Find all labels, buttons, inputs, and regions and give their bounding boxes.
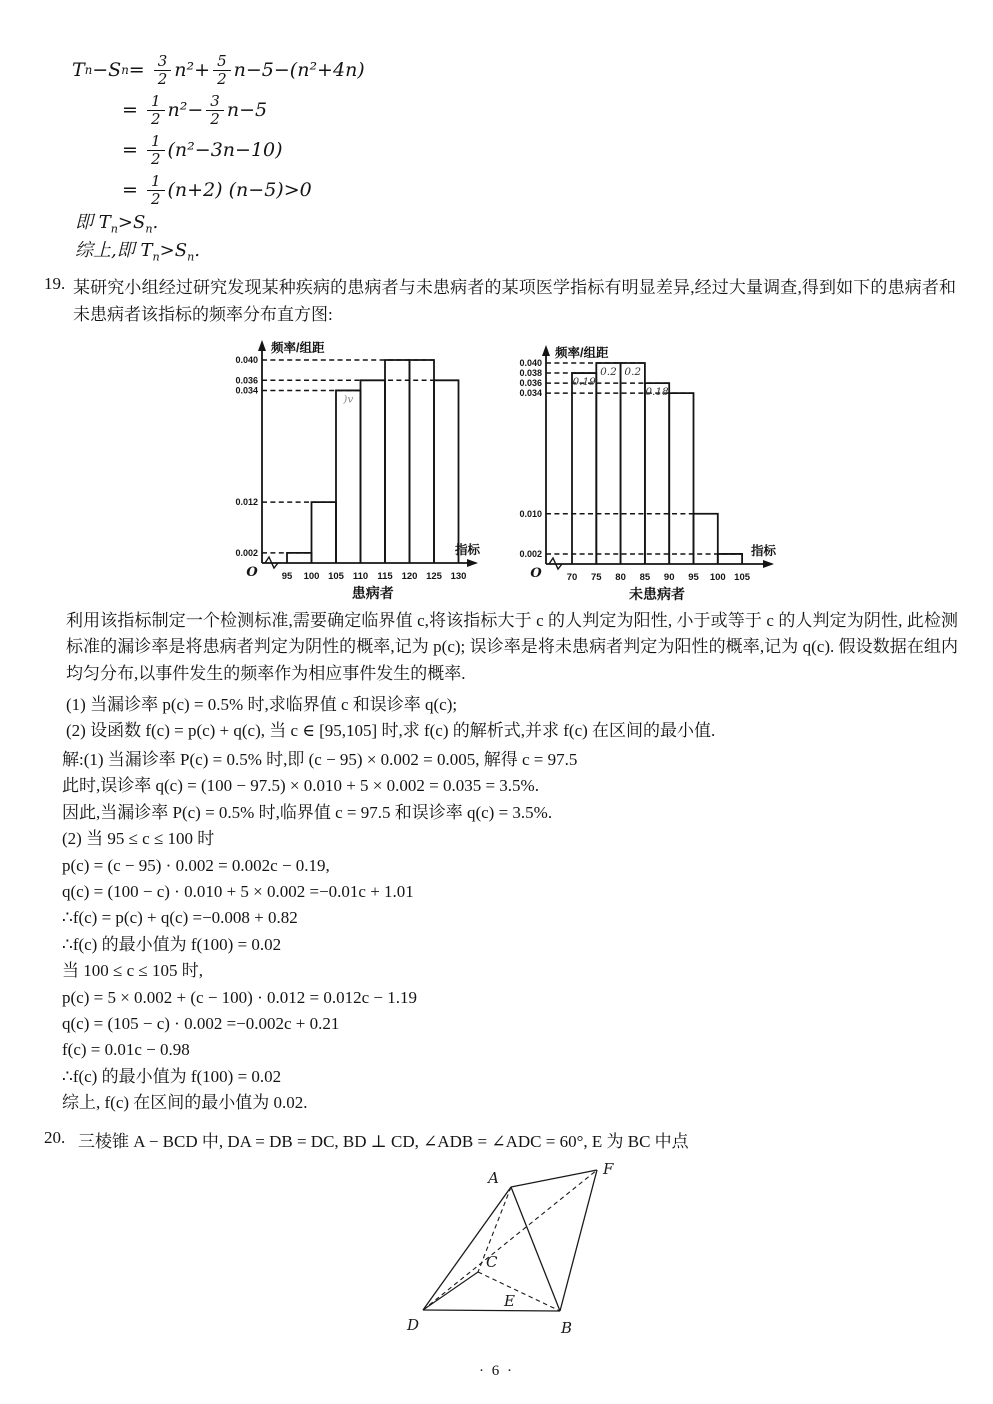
svg-text:115: 115 (377, 571, 393, 582)
solution-line: ∴f(c) = p(c) + q(c) =−0.008 + 0.82 (62, 908, 298, 928)
solution-line: f(c) = 0.01c − 0.98 (62, 1040, 190, 1060)
tetrahedron-figure (395, 1160, 635, 1355)
equation-derivation (72, 50, 365, 210)
svg-text:0.040: 0.040 (519, 358, 542, 368)
fraction: $\frac{1}{2}$ (147, 173, 165, 208)
svg-text:0.18: 0.18 (645, 386, 669, 399)
final-conclusion-line: 综上,即 $T_n>S_n$. (75, 240, 200, 264)
equation-line-4: = $\frac{1}{2}$ (n+2) (n−5)>0 (122, 171, 312, 208)
svg-text:120: 120 (401, 571, 418, 582)
svg-text:110: 110 (352, 571, 369, 582)
fraction: $\frac{1}{2}$ (147, 93, 165, 128)
problem-20-number: 20. (44, 1128, 66, 1147)
fraction: $\frac{3}{2}$ (206, 93, 224, 128)
edge-DA (423, 1187, 511, 1310)
svg-text:125: 125 (426, 571, 442, 582)
solution-line: ∴f(c) 的最小值为 f(100) = 0.02 (62, 1066, 282, 1086)
solution-line: q(c) = (105 − c) · 0.002 =−0.002c + 0.21 (62, 1013, 340, 1033)
svg-text:)v: )v (343, 393, 354, 406)
edge-AF (511, 1170, 597, 1187)
histogram-non-patients (518, 337, 780, 610)
solution-line: ∴f(c) 的最小值为 f(100) = 0.02 (62, 934, 282, 954)
problem-20 (44, 1128, 956, 1155)
svg-text:75: 75 (591, 572, 602, 583)
svg-text:85: 85 (639, 572, 651, 583)
svg-text:0.012: 0.012 (235, 497, 258, 508)
equation-line-3: = $\frac{1}{2}$ (n²−3n−10) (122, 131, 283, 168)
equation-line-1: T n −S n = $\frac{3}{2}$ n²+ $\frac{5}{2}$ n−5−(n²+4n) (72, 51, 365, 88)
svg-text:频率/组距: 频率/组距 (555, 346, 609, 360)
edge-CB-dashed (478, 1272, 560, 1311)
vertex-label-D: D (407, 1316, 420, 1334)
histogram-patients (228, 337, 484, 610)
solution-line: p(c) = (c − 95) · 0.002 = 0.002c − 0.19, (62, 855, 330, 875)
svg-text:90: 90 (663, 572, 675, 583)
svg-text:0.034: 0.034 (235, 385, 258, 396)
fraction: $\frac{1}{2}$ (147, 133, 165, 168)
solution-line: 此时,误诊率 q(c) = (100 − 97.5) × 0.010 + 5 × 0.002 = 0.035 = 3.5%. (62, 776, 539, 796)
vertex-label-B: B (561, 1319, 573, 1337)
page-number: · 6 · (479, 1363, 514, 1379)
svg-text:0.002: 0.002 (519, 548, 542, 559)
svg-text:0.002: 0.002 (235, 547, 258, 558)
svg-text:0.19: 0.19 (572, 376, 596, 389)
svg-text:0.2: 0.2 (624, 366, 642, 378)
problem-19-part2: (2) 设函数 f(c) = p(c) + q(c), 当 c ∈ [95,105] 时,求 f(c) 的解析式,并求 f(c) 在区间的最小值. (66, 721, 716, 740)
svg-text:80: 80 (615, 572, 626, 583)
edge-FB (560, 1170, 597, 1311)
histogram-svg (518, 337, 780, 605)
histogram-svg (228, 337, 484, 605)
edge-AB (511, 1187, 560, 1311)
svg-text:0.038: 0.038 (519, 368, 542, 379)
edge-DC (423, 1272, 478, 1310)
vertex-label-F: F (603, 1160, 614, 1178)
problem-19 (44, 274, 956, 328)
svg-text:100: 100 (303, 571, 320, 582)
vertex-label-C: C (486, 1253, 498, 1271)
solution-line: 因此,当漏诊率 P(c) = 0.5% 时,临界值 c = 97.5 和误诊率 q(c) = 3.5%. (62, 802, 553, 822)
svg-text:70: 70 (566, 572, 578, 583)
svg-text:105: 105 (328, 571, 344, 582)
svg-text:105: 105 (734, 572, 751, 583)
solution-line: (2) 当 95 ≤ c ≤ 100 时 (62, 829, 215, 849)
fraction: $\frac{3}{2}$ (154, 53, 172, 88)
conclusion-line: 即 $T_n>S_n$. (75, 212, 159, 236)
edge-DB (423, 1310, 560, 1311)
problem-19-number: 19. (44, 274, 66, 293)
problem-19-description: 利用该指标制定一个检测标准,需要确定临界值 c,将该指标大于 c 的人判定为阳性, 小于或等于 c 的人判定为阴性, 此检测标准的漏诊率是将患病者判定为阴性的概率,记为 p(c); 误诊率是将未患病者判定为阳性的概率,记为 q(c). 假设数据在组内均匀分布,以事件发生的频率作为相应事件发生的概率. (66, 611, 958, 683)
fraction: $\frac{5}{2}$ (213, 53, 231, 88)
vertex-label-A: A (488, 1169, 499, 1187)
svg-text:指标: 指标 (750, 544, 776, 558)
svg-text:100: 100 (709, 572, 726, 583)
svg-text:0.040: 0.040 (235, 355, 258, 365)
problem-19-part1: (1) 当漏诊率 p(c) = 0.5% 时,求临界值 c 和误诊率 q(c); (66, 695, 458, 714)
solution-line: p(c) = 5 × 0.002 + (c − 100) · 0.012 = 0.012c − 1.19 (62, 987, 417, 1007)
svg-text:0.036: 0.036 (235, 375, 258, 386)
problem-19-statement: 某研究小组经过研究发现某种疾病的患病者与未患病者的某项医学指标有明显差异,经过大量调查,得到如下的患病者和未患病者该指标的频率分布直方图: (73, 278, 956, 324)
svg-text:O: O (246, 565, 258, 580)
equation-line-2: = $\frac{1}{2}$ n²− $\frac{3}{2}$ n−5 (122, 91, 268, 128)
solution-line: 解:(1) 当漏诊率 P(c) = 0.5% 时,即 (c − 95) × 0.002 = 0.005, 解得 c = 97.5 (62, 750, 578, 769)
svg-text:O: O (530, 566, 542, 581)
problem-19-solution (62, 747, 962, 1116)
svg-text:患病者: 患病者 (351, 585, 394, 601)
svg-text:未患病者: 未患病者 (629, 586, 686, 602)
svg-text:0.034: 0.034 (519, 388, 542, 399)
solution-line: 综上, f(c) 在区间的最小值为 0.02. (62, 1093, 308, 1113)
problem-20-statement: 三棱锥 A − BCD 中, DA = DB = DC, BD ⊥ CD, ∠ADB = ∠ADC = 60°, E 为 BC 中点 (78, 1132, 689, 1151)
svg-text:130: 130 (450, 571, 467, 582)
svg-text:95: 95 (688, 572, 699, 583)
vertex-label-E: E (504, 1292, 515, 1310)
svg-text:0.010: 0.010 (519, 508, 542, 519)
svg-text:频率/组距: 频率/组距 (271, 341, 325, 355)
solution-line: q(c) = (100 − c) · 0.010 + 5 × 0.002 =−0.01c + 1.01 (62, 881, 414, 901)
svg-text:0.036: 0.036 (519, 378, 542, 389)
svg-text:0.2: 0.2 (600, 366, 617, 378)
svg-text:95: 95 (281, 571, 293, 582)
solution-line: 当 100 ≤ c ≤ 105 时, (62, 961, 203, 981)
svg-text:指标: 指标 (454, 543, 480, 557)
